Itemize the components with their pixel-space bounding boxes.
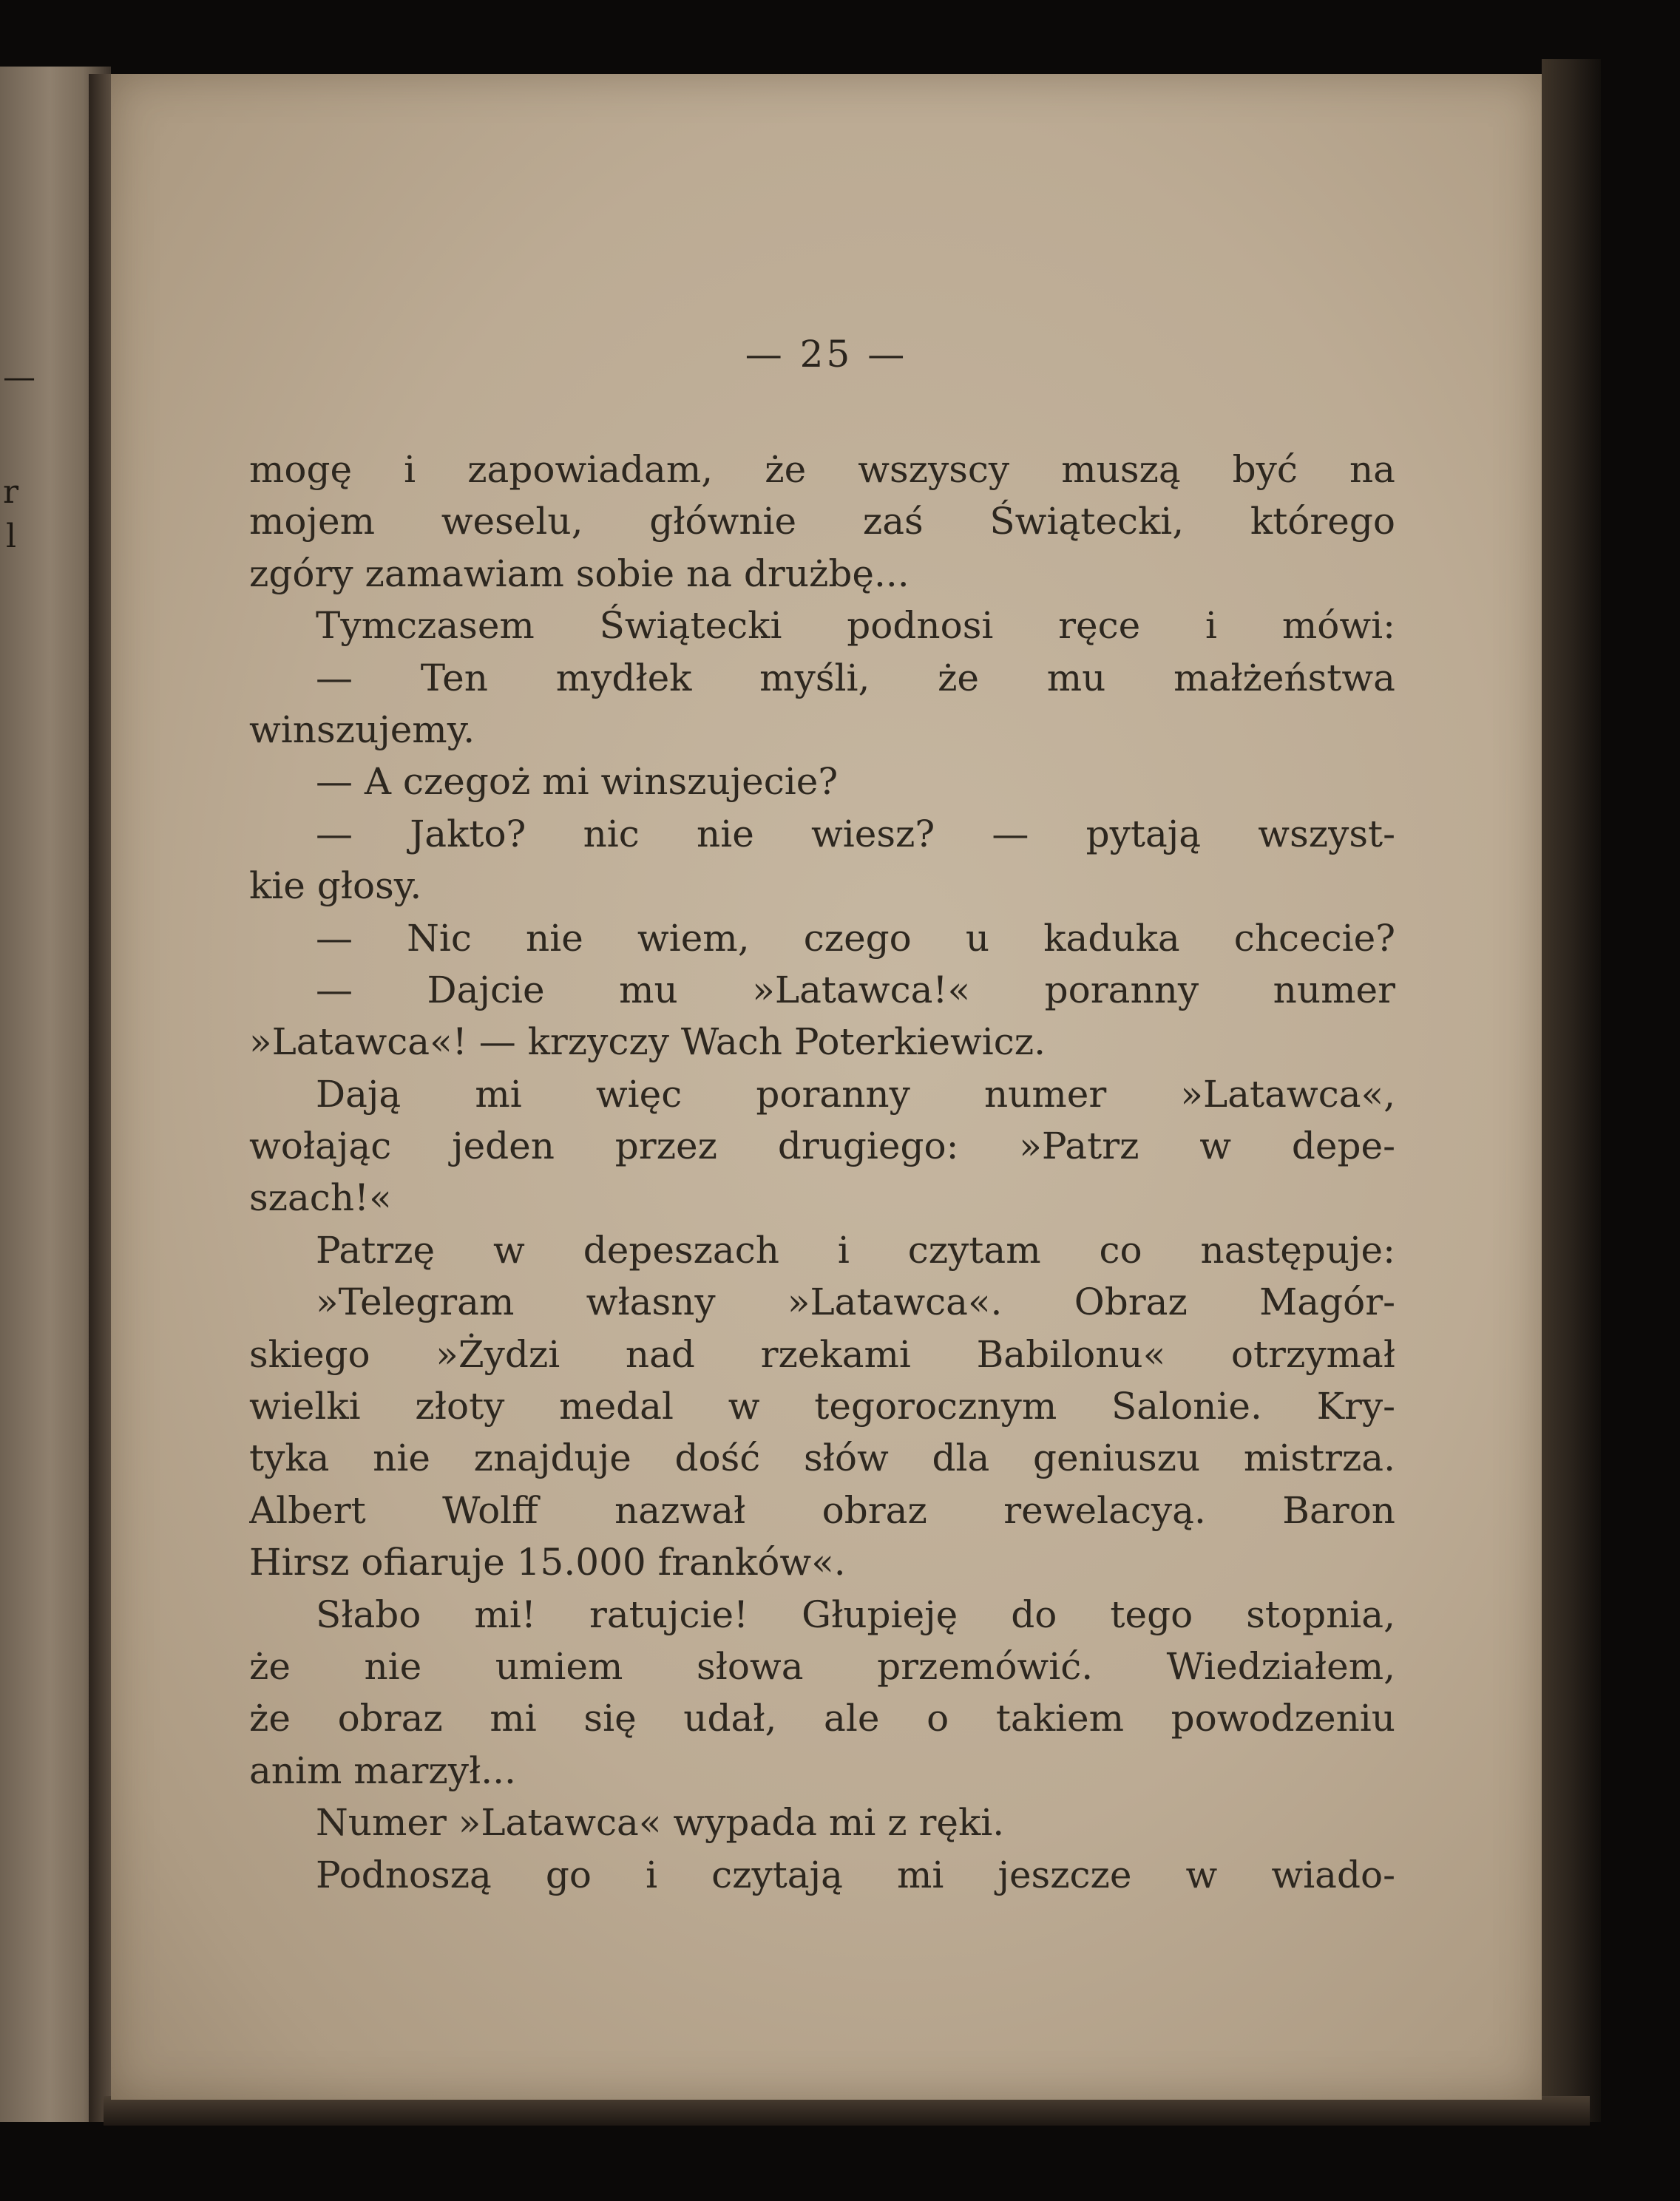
book-bottom-edge <box>104 2096 1590 2126</box>
text-line: kie głosy. <box>249 864 422 908</box>
text-line: Numer »Latawca« wypada mi z ręki. <box>316 1801 1005 1845</box>
text-line: — A czegoż mi winszujecie? <box>316 760 839 804</box>
text-line: anim marzył... <box>249 1749 516 1792</box>
page-number: — 25 — <box>745 333 908 376</box>
text-line: że obraz mi się udał, ale o takiem powodzeniu <box>249 1697 1395 1740</box>
text-line: »Telegram własny »Latawca«. Obraz Magór- <box>316 1281 1395 1324</box>
text-line: — Dajcie mu »Latawca!« poranny numer <box>316 968 1395 1011</box>
text-line: zgóry zamawiam sobie na drużbę... <box>249 552 910 595</box>
text-line: winszujemy. <box>249 708 475 751</box>
text-line: tyka nie znajduje dość słów dla geniuszu mistrza. <box>249 1437 1395 1480</box>
page-text <box>249 444 1395 1901</box>
text-line: Hirsz ofiaruje 15.000 franków«. <box>249 1541 846 1584</box>
left-page-mark: l <box>6 518 17 555</box>
text-line: — Ten mydłek myśli, że mu małżeństwa <box>316 656 1395 699</box>
text-line: skiego »Żydzi nad rzekami Babilonu« otrzymał <box>249 1332 1395 1376</box>
text-line: wielki złoty medal w tegorocznym Salonie. Kry- <box>249 1385 1395 1428</box>
left-page-mark: r <box>3 473 19 511</box>
text-line: mojem weselu, głównie zaś Świątecki, którego <box>249 500 1395 543</box>
text-line: — Jakto? nic nie wiesz? — pytają wszyst- <box>316 812 1395 855</box>
text-line: Podnoszą go i czytają mi jeszcze w wiado- <box>316 1853 1395 1896</box>
text-line: wołając jeden przez drugiego: »Patrz w depe- <box>249 1125 1395 1168</box>
text-line: Albert Wolff nazwał obraz rewelacyą. Baron <box>249 1488 1395 1532</box>
text-line: Patrzę w depeszach i czytam co następuje: <box>316 1228 1395 1272</box>
text-line: »Latawca«! — krzyczy Wach Poterkiewicz. <box>249 1020 1046 1064</box>
left-page-mark: — <box>3 359 35 396</box>
book-right-edge <box>1542 59 1601 2122</box>
text-line: mogę i zapowiadam, że wszyscy muszą być na <box>249 448 1395 491</box>
text-line: Dają mi więc poranny numer »Latawca«, <box>316 1072 1395 1116</box>
book-page <box>111 74 1542 2100</box>
text-line: Tymczasem Świątecki podnosi ręce i mówi: <box>316 604 1395 648</box>
text-line: Słabo mi! ratujcie! Głupieję do tego stopnia, <box>316 1593 1395 1636</box>
text-line: szach!« <box>249 1176 392 1220</box>
text-line: — Nic nie wiem, czego u kaduka chcecie? <box>316 916 1395 960</box>
text-line: że nie umiem słowa przemówić. Wiedziałem, <box>249 1644 1395 1688</box>
